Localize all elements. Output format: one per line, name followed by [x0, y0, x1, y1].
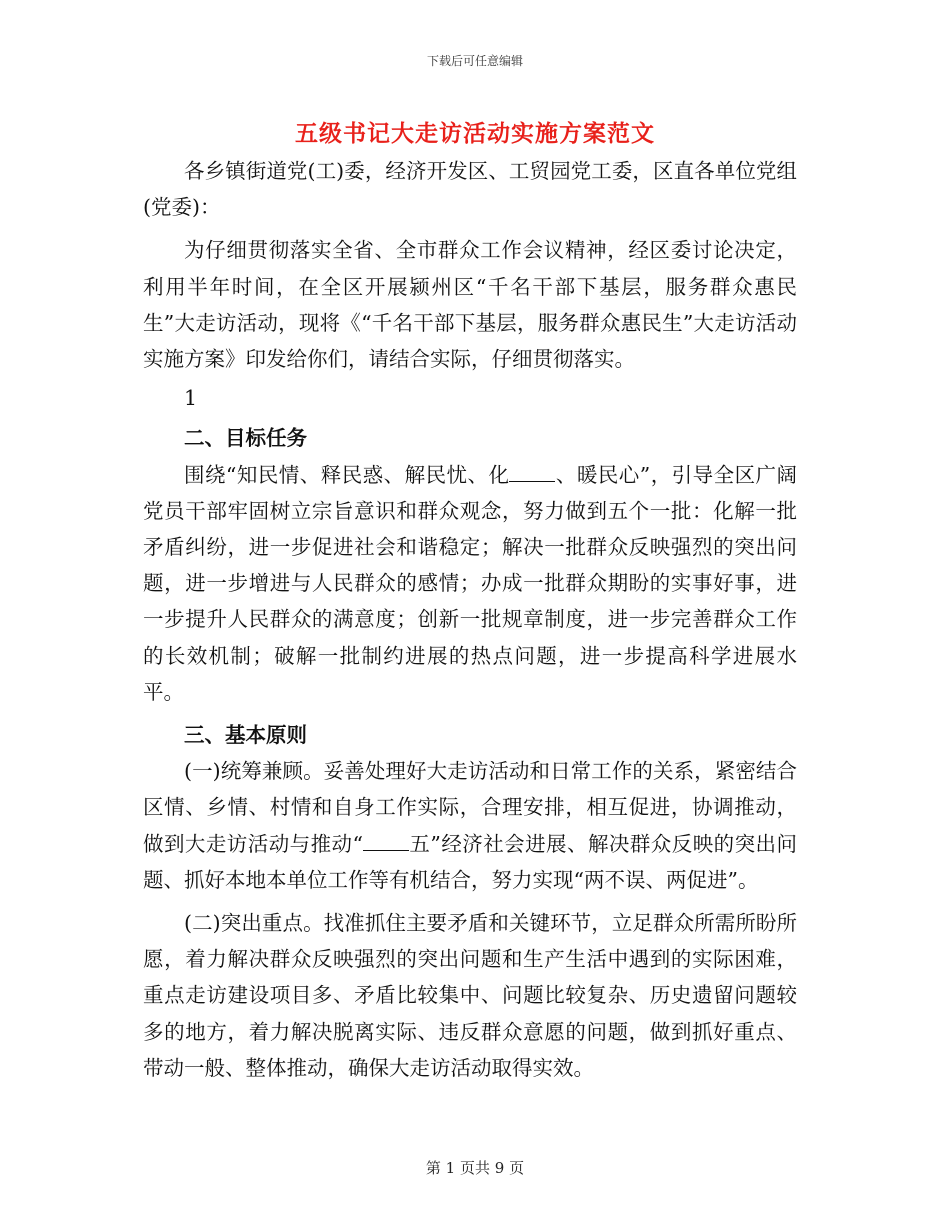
principle-1-text-part1: (一)统筹兼顾。妥善处理好大走访活动和日常工作的关系，紧密结合区情、乡情、村情和自身工作实际，合理安排，相互促进，协调推动，做到大走访活动与推动“	[143, 759, 797, 856]
principle-2-paragraph: (二)突出重点。找准抓住主要矛盾和关键环节，立足群众所需所盼所愿，着力解决群众反映强烈的突出问题和生产生活中遇到的实际困难，重点走访建设项目多、矛盾比较集中、问题比较复杂、历史遗留问题较多的地方，着力解决脱离实际、违反群众意愿的问题，做到抓好重点、带动一般、整体推动，确保大走访活动取得实效。	[143, 911, 797, 1080]
goals-text-part2: 、暖民心”，引导全区广阔党员干部牢固树立宗旨意识和群众观念，努力做到五个一批：化解一批矛盾纠纷，进一步促进社会和谐稳定；解决一批群众反映强烈的突出问题，进一步增进与人民群众的感情；办成一批群众期盼的实事好事，进一步提升人民群众的满意度；创新一批规章制度，进一步完善群众工作的长效机制；破解一批制约进展的热点问题，进一步提高科学进展水平。	[143, 462, 798, 704]
goals-paragraph	[143, 457, 797, 710]
fill-blank	[509, 464, 555, 482]
principle-1-paragraph	[143, 753, 797, 898]
section-heading-goals: 二、目标任务	[184, 426, 307, 451]
section-heading-principles: 三、基本原则	[184, 723, 307, 748]
page-header-note: 下载后可任意编辑	[426, 54, 523, 68]
page-footer-number: 第 1 页共 9 页	[425, 1159, 525, 1177]
principle-1-text-part2: 五”经济社会进展、解决群众反映的突出问题、抓好本地本单位工作等有机结合，努力实现“两不误、两促进”。	[143, 831, 798, 892]
intro-paragraph: 为仔细贯彻落实全省、全市群众工作会议精神，经区委讨论决定，利用半年时间，在全区开展颍州区“千名干部下基层，服务群众惠民生”大走访活动，现将《“千名干部下基层，服务群众惠民生”大走访活动实施方案》印发给你们，请结合实际，仔细贯彻落实。	[143, 238, 797, 372]
page-marker: 1	[184, 386, 198, 411]
document-body	[143, 153, 797, 1086]
goals-text-part1: 围绕“知民情、释民惑、解民忧、化	[184, 462, 510, 487]
salutation-paragraph: 各乡镇街道党(工)委，经济开发区、工贸园党工委，区直各单位党组(党委)：	[143, 159, 797, 220]
fill-blank	[363, 833, 409, 851]
document-title: 五级书记大走访活动实施方案范文	[295, 120, 655, 147]
